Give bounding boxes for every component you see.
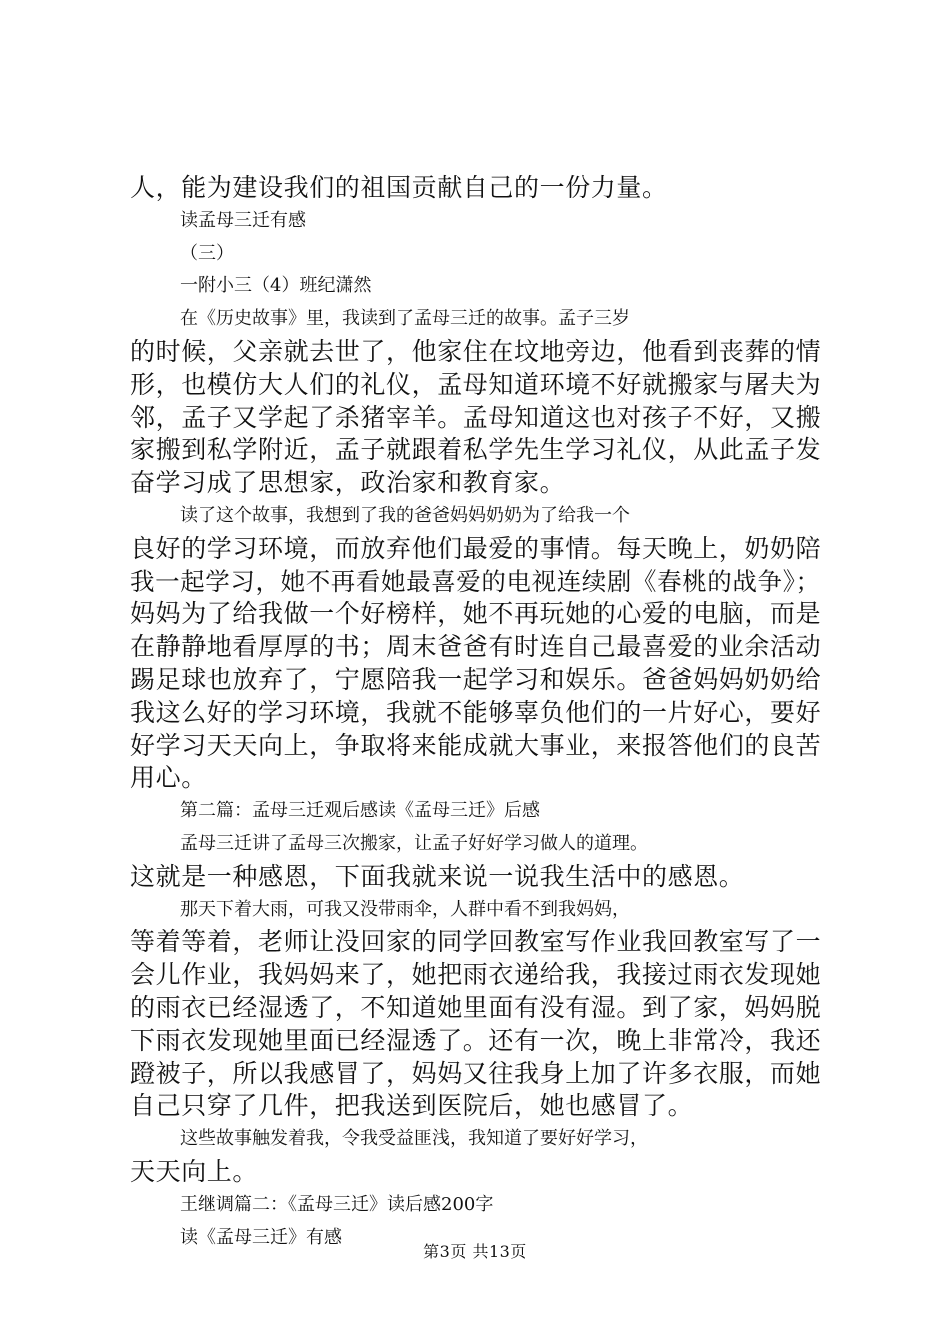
text-line: 蹬被子，所以我感冒了，妈妈又往我身上加了许多衣服，而她 bbox=[130, 1058, 822, 1088]
text-line: 用心。 bbox=[130, 763, 207, 793]
text-line: 奋学习成了思想家，政治家和教育家。 bbox=[130, 468, 566, 498]
text-line: 好学习天天向上，争取将来能成就大事业，来报答他们的良苦 bbox=[130, 730, 822, 760]
text-line: 自己只穿了几件，把我送到医院后，她也感冒了。 bbox=[130, 1091, 694, 1121]
text-line: 孟母三迁讲了孟母三次搬家，让孟子好好学习做人的道理。 bbox=[180, 832, 648, 854]
text-line: 踢足球也放弃了，宁愿陪我一起学习和娱乐。爸爸妈妈奶奶给 bbox=[130, 664, 822, 694]
text-line: 下雨衣发现她里面已经湿透了。还有一次，晚上非常冷，我还 bbox=[130, 1025, 822, 1055]
text-line: 我一起学习，她不再看她最喜爱的电视连续剧《春桃的战争》； bbox=[130, 566, 821, 596]
text-line: 这些故事触发着我，令我受益匪浅，我知道了要好好学习， bbox=[180, 1128, 648, 1150]
text-line: 读《孟母三迁》有感 bbox=[180, 1226, 342, 1248]
text-line: 天天向上。 bbox=[130, 1156, 259, 1186]
text-line: 邻，孟子又学起了杀猪宰羊。孟母知道这也对孩子不好，又搬 bbox=[130, 402, 822, 432]
text-line: （三） bbox=[180, 242, 234, 264]
text-line: 等着等着，老师让没回家的同学回教室写作业我回教室写了一 bbox=[130, 927, 822, 957]
text-line: 读了这个故事，我想到了我的爸爸妈妈奶奶为了给我一个 bbox=[180, 504, 630, 526]
page-number-footer: 第3页 共13页 bbox=[423, 1242, 527, 1261]
text-line: 的时候，父亲就去世了，他家住在坟地旁边，他看到丧葬的情 bbox=[130, 336, 822, 366]
text-line: 的雨衣已经湿透了，不知道她里面有没有湿。到了家，妈妈脱 bbox=[130, 992, 822, 1022]
text-line: 这就是一种感恩，下面我就来说一说我生活中的感恩。 bbox=[130, 861, 745, 891]
text-line: 我这么好的学习环境，我就不能够辜负他们的一片好心，要好 bbox=[130, 697, 822, 727]
text-line: 妈妈为了给我做一个好榜样，她不再玩她的心爱的电脑，而是 bbox=[130, 599, 822, 629]
text-line: 第二篇：孟母三迁观后感读《孟母三迁》后感 bbox=[180, 800, 540, 822]
document-body bbox=[130, 172, 830, 1254]
text-line: 家搬到私学附近，孟子就跟着私学先生学习礼仪，从此孟子发 bbox=[130, 435, 822, 465]
text-line: 在静静地看厚厚的书；周末爸爸有时连自己最喜爱的业余活动 bbox=[130, 632, 822, 662]
text-line: 会儿作业，我妈妈来了，她把雨衣递给我，我接过雨衣发现她 bbox=[130, 960, 822, 990]
text-line: 形，也模仿大人们的礼仪，孟母知道环境不好就搬家与屠夫为 bbox=[130, 369, 822, 399]
text-line: 良好的学习环境，而放弃他们最爱的事情。每天晚上，奶奶陪 bbox=[130, 533, 822, 563]
text-line: 王继调篇二：《孟母三迁》读后感200字 bbox=[180, 1193, 494, 1215]
text-line: 在《历史故事》里，我读到了孟母三迁的故事。孟子三岁 bbox=[180, 308, 630, 330]
text-line: 读孟母三迁有感 bbox=[180, 209, 306, 231]
text-line: 人，能为建设我们的祖国贡献自己的一份力量。 bbox=[130, 173, 668, 202]
text-line: 那天下着大雨，可我又没带雨伞，人群中看不到我妈妈， bbox=[180, 898, 630, 920]
text-line: 一附小三（4）班纪潇然 bbox=[180, 275, 372, 297]
